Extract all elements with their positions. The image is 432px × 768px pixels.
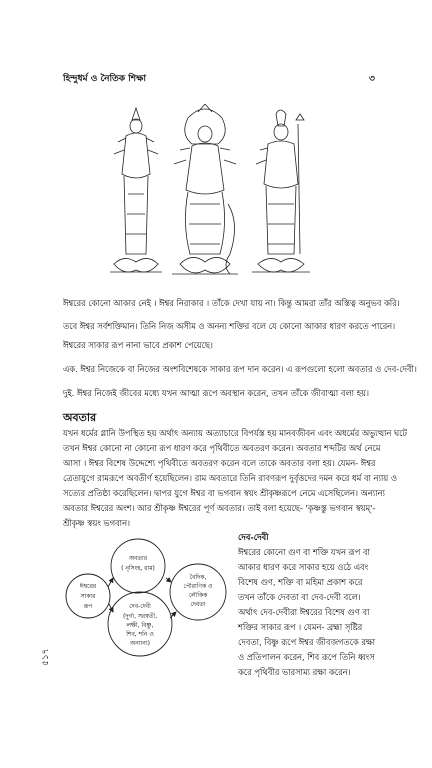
deva-line: তখন তাঁকে দেবতা বা দেব-দেবী বলে। xyxy=(238,592,361,602)
deva-node-line: (দুর্গা, সরস্বতী, xyxy=(122,613,158,620)
sakar-rup-diagram xyxy=(58,532,236,662)
avatar-line: যখন ধর্মের গ্লানি উপস্থিত হয় অর্থাৎ অন্যায় অত্যাচারে বিপর্যস্ত হয় মানবজীবন এবং অধর্মের অভ্যুত্থান ঘটে xyxy=(63,428,407,438)
avatar-heading: অবতার xyxy=(63,411,97,424)
avatar-node-line: অবতার xyxy=(128,555,148,562)
deva-line: দেবতা, বিষ্ণু রূপে ঈশ্বর জীবজগতকে রক্ষা xyxy=(238,637,376,647)
deva-devi-heading: দেব-দেবী xyxy=(238,532,269,542)
avatar-line: আসা । ঈশ্বর বিশেষ উদ্দেশ্যে পৃথিবীতে অবতরণ করেন বলে তাকে অবতার বলা হয়। যেমন- ঈশ্বর xyxy=(63,458,376,468)
deva-line: অর্থাৎ দেব-দেবীরা ঈশ্বরের বিশেষ গুণ বা xyxy=(238,607,370,617)
center-node-line: সাকার xyxy=(80,593,96,600)
arrow-to-vedic xyxy=(166,578,171,582)
intro-paragraph-5: দুই. ঈশ্বর নিজেই জীবের মধ্যে যখন আত্মা রূপে অবস্থান করেন, তখন তাঁকে জীবাত্মা বলা হয়। xyxy=(63,388,369,398)
center-node-line: রূপ xyxy=(83,603,93,610)
vedic-node-line: পৌরাণিক ও xyxy=(183,583,213,590)
intro-paragraph-3: ঈশ্বরের সাকার রূপ নানা ভাবে প্রকাশ পেয়েছে। xyxy=(63,340,213,350)
avatar-node-line: ( নৃসিংহ, রাম) xyxy=(121,565,155,572)
margin-page-code: ৫১৭ xyxy=(41,648,51,666)
intro-paragraph-4: এক. ঈশ্বর নিজেকে বা নিজের অংশবিশেষকে সাকার রূপ দান করেন। এ রূপগুলো হলো অবতার ও দেব-দেবী। xyxy=(63,364,417,374)
intro-paragraph-2: তবে ঈশ্বর সর্বশক্তিমান। তিনি নিজ অসীম ও অনন্য শক্তির বলে যে কোনো আকার ধারণ করতে পারেন। xyxy=(63,321,396,331)
center-node-line: ঈশ্বরের xyxy=(79,583,97,590)
avatar-line: সত্যের প্রতিষ্ঠা করেছিলেন। দ্বাপর যুগে ঈশ্বর বা ভগবান স্বয়ং শ্রীকৃষ্ণরূপে নেমে এসেছিলেন। অন্যান্য xyxy=(63,488,385,498)
deva-node-line: অন্যান্য) xyxy=(130,640,150,647)
avatar-line: ত্রেতাযুগে রামরূপে অবতীর্ণ হয়েছিলেন। রাম অবতারে তিনি রাবণরূপ দুর্বৃত্তদের দমন করে ধর্ম বা ন্যায় ও xyxy=(63,473,397,483)
deva-node-line: লক্ষী, বিষ্ণু, xyxy=(126,622,154,629)
avatar-line: শ্রীকৃষ্ণ স্বয়ং ভগবান। xyxy=(63,518,130,528)
deity-left-figure xyxy=(110,108,162,272)
avatar-line: অবতার ঈশ্বরের অংশ। আর শ্রীকৃষ্ণ ঈশ্বরের পূর্ণ অবতার। তাই বলা হয়েছে- 'কৃষ্ণস্তু ভগবান স্বয়ম্'- xyxy=(63,503,376,513)
deva-line: করে পৃথিবীর ভারসাম্য রক্ষা করেন। xyxy=(238,667,351,677)
avatar-line: তখন ঈশ্বর কোনো না কোনো রূপ ধারণ করে পৃথিবীতে অবতরণ করেন। অবতার শব্দটির অর্থ নেমে xyxy=(63,443,381,453)
running-header-title: হিন্দুধর্ম ও নৈতিক শিক্ষা xyxy=(63,74,147,84)
deva-line: আকার ধারণ করে সাকার হয়ে ওঠে এবং xyxy=(238,562,369,572)
intro-paragraph-1: ঈশ্বরের কোনো আকার নেই । ঈশ্বর নিরাকার । তাঁকে দেখা যায় না। কিন্তু আমরা তাঁর অস্তিত্ব অনুভব করি। xyxy=(63,298,400,308)
vedic-node-line: বৈদিক, xyxy=(189,574,207,581)
deva-node-line: শিব, শনি ও xyxy=(126,631,154,638)
page-number: ৩ xyxy=(369,74,375,84)
vedic-node-line: দেবতা xyxy=(190,601,206,608)
deva-line: শক্তির সাকার রূপ । যেমন- ব্রহ্মা সৃষ্টির xyxy=(238,622,363,632)
vedic-node-line: লৌকিক xyxy=(188,592,208,599)
deva-line: ও প্রতিপালন করেন, শিব রূপে তিনি ধ্বংস xyxy=(238,652,375,662)
deva-node-line: দেব-দেবী xyxy=(129,603,151,610)
deity-illustration xyxy=(110,104,320,304)
deity-center-figure xyxy=(172,104,238,274)
deity-right-figure xyxy=(252,110,310,272)
deva-line: বিশেষ গুণ, শক্তি বা মহিমা প্রকাশ করে xyxy=(238,577,363,587)
deva-line: ঈশ্বরের কোনো গুণ বা শক্তি যখন রূপ বা xyxy=(238,547,370,557)
arrow-to-avatar xyxy=(108,578,113,587)
